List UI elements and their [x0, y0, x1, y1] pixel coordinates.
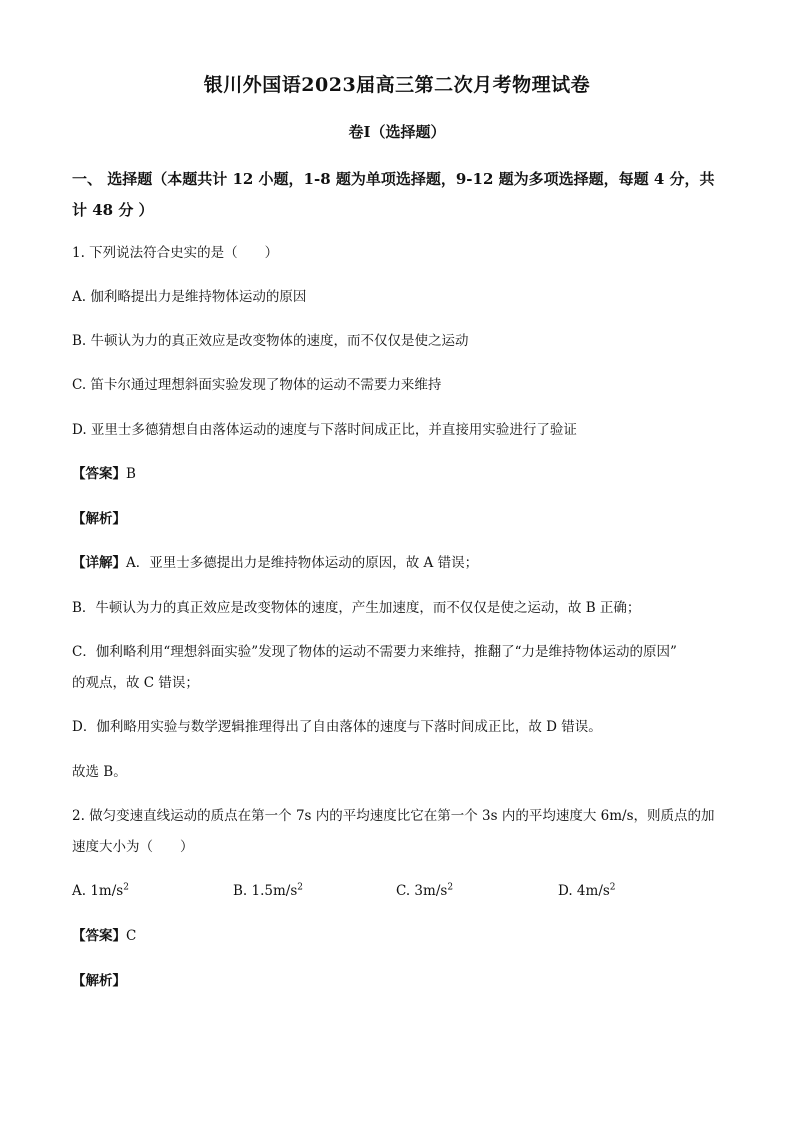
- q2-analysis-tag: 【解析】: [72, 973, 126, 989]
- section-heading: 一、 选择题（本题共计 12 小题，1-8 题为单项选择题，9-12 题为多项选择题，每题 4 分，共计 48 分 ）: [72, 170, 715, 219]
- q1-detail-line-c-cont: 的观点，故 C 错误；: [72, 675, 199, 691]
- q1-detail-line-c: C．伽利略利用“理想斜面实验”发现了物体的运动不需要力来维持，推翻了“力是维持物体运动的原因”: [72, 644, 677, 660]
- answer-tag: 【答案】: [72, 928, 126, 944]
- q1-detail-line-b: B．牛顿认为力的真正效应是改变物体的速度，产生加速度，而不仅仅是使之运动，故 B 正确；: [72, 600, 641, 616]
- q1-answer: [72, 464, 136, 484]
- answer-tag: 【答案】: [72, 466, 126, 482]
- q1-option-d: D. 亚里士多德猜想自由落体运动的速度与下落时间成正比，并直接用实验进行了验证: [72, 422, 577, 438]
- q1-conclusion: 故选 B。: [72, 764, 127, 780]
- q1-stem: 1. 下列说法符合史实的是（ ）: [72, 245, 279, 261]
- q1-detail-line-d: D．伽利略用实验与数学逻辑推理得出了自由落体的速度与下落时间成正比，故 D 错误。: [72, 719, 602, 735]
- paper-section-title: 卷I（选择题）: [348, 123, 446, 141]
- detail-tag: 【详解】: [72, 555, 126, 571]
- q2-stem-line2: 速度大小为（ ）: [72, 839, 194, 855]
- q1-option-a: A. 伽利略提出力是维持物体运动的原因: [72, 289, 307, 305]
- q2-option-b: B. $1.5m/s^2$: [233, 882, 303, 899]
- q1-analysis-tag: 【解析】: [72, 511, 126, 527]
- detail-text: A．亚里士多德提出力是维持物体运动的原因，故 A 错误；: [126, 555, 479, 571]
- q1-option-c: C. 笛卡尔通过理想斜面实验发现了物体的运动不需要力来维持: [72, 377, 442, 393]
- q2-answer: [72, 926, 136, 946]
- q2-stem-line1: 2. 做匀变速直线运动的质点在第一个 7s 内的平均速度比它在第一个 3s 内的平均速度大 6m/s，则质点的加: [72, 808, 715, 824]
- exam-title: 银川外国语2023届高三第二次月考物理试卷: [203, 74, 591, 96]
- q2-option-c: C. $3m/s^2$: [396, 882, 454, 899]
- answer-value: B: [126, 466, 136, 482]
- q1-detail-line-a: [72, 553, 478, 573]
- q2-option-a: A. $1m/s^2$: [72, 882, 129, 899]
- answer-value: C: [126, 928, 137, 944]
- q1-option-b: B. 牛顿认为力的真正效应是改变物体的速度，而不仅仅是使之运动: [72, 333, 469, 349]
- q2-option-d: D. $4m/s^2$: [558, 882, 616, 899]
